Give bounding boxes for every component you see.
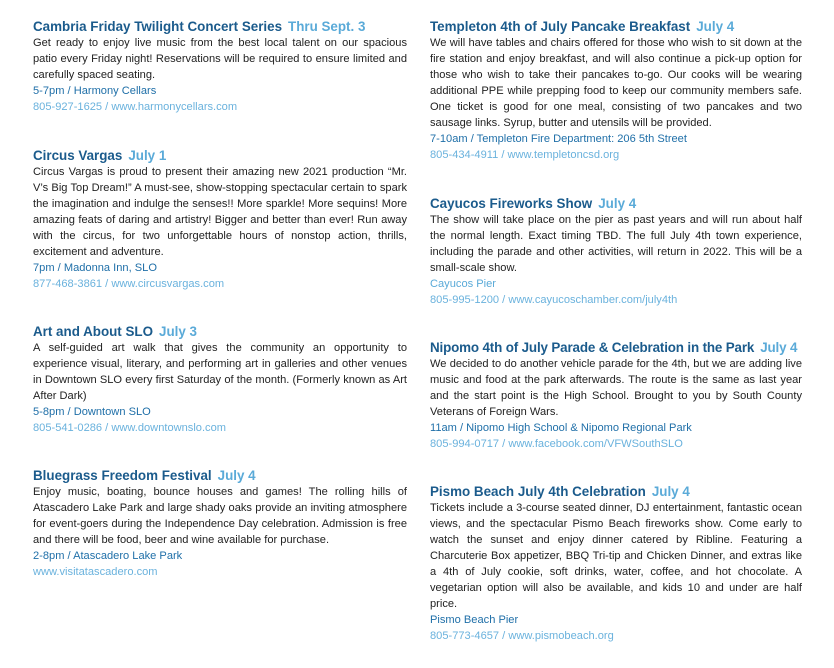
event-header [430, 195, 802, 212]
event-contact-link[interactable]: 805-434-4911 / www.templetoncsd.org [430, 149, 620, 161]
event-date: July 4 [696, 19, 735, 34]
event-header [33, 18, 407, 35]
event-time-location: Pismo Beach Pier [430, 614, 519, 626]
event-header [33, 323, 407, 340]
event-date: July 4 [598, 196, 637, 211]
event-header [33, 147, 407, 164]
event-title: Templeton 4th of July Pancake Breakfast [430, 19, 691, 34]
event-pismo-celebration [430, 483, 802, 644]
event-description: A self-guided art walk that gives the community an opportunity to experience visual, literary, and performing art in galleries and other venues in Downtown SLO every first Saturday of the month. (Formerly known as Art After Dark) [33, 342, 407, 402]
event-contact-link[interactable]: 805-995-1200 / www.cayucoschamber.com/july4th [430, 294, 678, 306]
event-time-location: 11am / Nipomo High School & Nipomo Regional Park [430, 422, 692, 434]
event-description: Tickets include a 3-course seated dinner, DJ entertainment, fantastic ocean views, and the spectacular Pismo Beach fireworks show. Come early to watch the sunset and enjoy dinner catered by Ribline. Featuring a Charcuterie Box appetizer, BBQ Tri-tip and Chicken Dinner, and extras like a 4th of July cookie, soft drinks, water, coffee, and hot chocolate. A vegetarian option will also be available, and kids 10 and under are half price. [430, 502, 802, 610]
event-date: July 4 [760, 340, 798, 355]
event-contact-link[interactable]: 877-468-3861 / www.circusvargas.com [33, 278, 225, 290]
event-title: Nipomo 4th of July Parade & Celebration in the Park [430, 340, 755, 355]
event-bluegrass-festival [33, 467, 407, 580]
event-title: Cambria Friday Twilight Concert Series [33, 19, 283, 34]
event-title: Art and About SLO [33, 324, 154, 339]
event-time-location: 5-7pm / Harmony Cellars [33, 85, 157, 97]
event-description: We will have tables and chairs offered for those who wish to sit down at the fire station and enjoy breakfast, and will also continue a pick-up option for those who wish to take their pancakes to-go. Our cooks will be wearing additional PPE while prepping food to keep our community members safe. One ticket is good for one meal, consisting of two pancakes and two sausage links. Syrup, butter and utensils will be provided. [430, 37, 802, 129]
event-time-location: 2-8pm / Atascadero Lake Park [33, 550, 183, 562]
event-templeton-breakfast [430, 18, 802, 163]
event-cambria-concert [33, 18, 407, 115]
event-title: Pismo Beach July 4th Celebration [430, 484, 646, 499]
event-time-location: Cayucos Pier [430, 278, 496, 290]
event-cayucos-fireworks [430, 195, 802, 308]
event-header [430, 18, 802, 35]
event-nipomo-parade [430, 339, 802, 452]
event-contact-link[interactable]: www.visitatascadero.com [33, 566, 158, 578]
event-header [33, 467, 407, 484]
event-art-and-about [33, 323, 407, 436]
event-time-location: 7-10am / Templeton Fire Department: 206 5th Street [430, 133, 687, 145]
event-time-location: 7pm / Madonna Inn, SLO [33, 262, 157, 274]
event-date: July 3 [159, 324, 197, 339]
event-date: July 1 [128, 148, 167, 163]
event-contact-link[interactable]: 805-541-0286 / www.downtownslo.com [33, 422, 227, 434]
event-date: Thru Sept. 3 [288, 19, 366, 34]
event-title: Cayucos Fireworks Show [430, 196, 593, 211]
event-contact-link[interactable]: 805-927-1625 / www.harmonycellars.com [33, 101, 238, 113]
event-description: Circus Vargas is proud to present their amazing new 2021 production “Mr. V’s Big Top Dream!” A must-see, show-stopping spectacular certain to spark the imagination and indulge the senses!! More sparkle! More sequins! More amazing feats of daring and artistry! Bigger and better than ever! Run away with the circus, for two unforgettable hours of nonstop action, thrills, excitement and adventure. [33, 166, 407, 258]
event-contact-link[interactable]: 805-994-0717 / www.facebook.com/VFWSouthSLO [430, 438, 683, 450]
event-description: The show will take place on the pier as past years and will run about half the normal length. Exact timing TBD. The full July 4th town experience, including the parade and other activities, will return in 2022. This will be a small-scale show. [430, 214, 802, 274]
event-date: July 4 [651, 484, 690, 499]
event-title: Circus Vargas [33, 148, 123, 163]
event-description: Enjoy music, boating, bounce houses and games! The rolling hills of Atascadero Lake Park and large shady oaks provide an inviting atmosphere for event-goers during the Independence Day celebration. Admission is free and there will be food, beer and wine available for purchase. [33, 486, 407, 546]
event-date: July 4 [217, 468, 256, 483]
event-circus-vargas [33, 147, 407, 292]
event-header [430, 339, 802, 356]
event-header [430, 483, 802, 500]
event-title: Bluegrass Freedom Festival [33, 468, 212, 483]
event-description: We decided to do another vehicle parade for the 4th, but we are adding live music and food at the park afterwards. The route is the same as last year and the start point is the High School. Brought to you by South County Veterans of Foreign Wars. [430, 358, 802, 418]
event-contact-link[interactable]: 805-773-4657 / www.pismobeach.org [430, 630, 614, 642]
event-time-location: 5-8pm / Downtown SLO [33, 406, 151, 418]
event-description: Get ready to enjoy live music from the best local talent on our spacious patio every Friday night! Reservations will be required to ensure limited and carefully spaced seating. [33, 37, 407, 81]
